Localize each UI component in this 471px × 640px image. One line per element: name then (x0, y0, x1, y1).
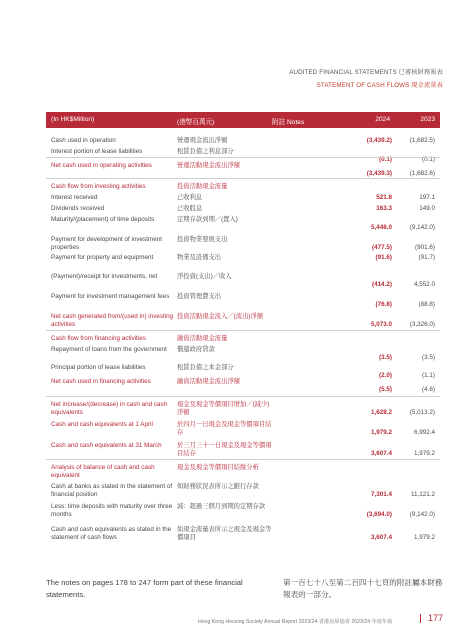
value-2023: (88.8) (418, 300, 435, 308)
row-label-chinese: 如現金流量表所示之現金及現金等價項目 (177, 526, 272, 541)
row-label-english: Cash used in operation (51, 137, 116, 144)
row-label-chinese: 定期存款到期／(置入) (177, 216, 238, 223)
row-label-english: Less: time deposits with maturity over three months (51, 503, 173, 518)
row-label-english: Interest received (51, 194, 98, 201)
section-header-cash-flows: STATEMENT OF CASH FLOWS 現金流量表 (316, 82, 443, 89)
value-2023: 1,979.2 (413, 449, 435, 457)
page-number: 177 (427, 613, 443, 623)
row-label-chinese: 現金及現金等價項目結餘分析 (177, 464, 259, 471)
section-header-audited: AUDITED FINANCIAL STATEMENTS 已審核財務報表 (289, 69, 443, 76)
column-header-label: (In HK$Million) (51, 116, 95, 123)
row-label-english: Maturity/(placement) of time deposits (51, 216, 155, 223)
row-label-chinese: 租賃負債之本金部分 (177, 364, 234, 371)
footnote-english: The notes on pages 178 to 247 form part of these financial statements. (46, 578, 243, 599)
row-label-chinese: 融資活動現金流量 (177, 335, 228, 342)
table-header (46, 112, 440, 128)
row-label-chinese: 租賃負債之利息部分 (177, 148, 234, 155)
row-label-english: Cash flow from investing activities (51, 183, 146, 190)
column-header-2023: 2023 (420, 116, 435, 123)
value-2023: 197.1 (419, 194, 435, 201)
section-divider (46, 157, 440, 158)
row-label-english: Net cash used in financing activities (51, 378, 151, 385)
row-label-chinese: 投資活動現金流入／(流出)淨額 (177, 313, 264, 320)
value-2024: (5.5) (379, 385, 392, 393)
row-label-chinese: 融資活動現金流出淨額 (177, 378, 240, 385)
row-label-english: Cash and cash equivalents as stated in the statement of cash flows (51, 526, 172, 541)
row-label-chinese: 物業及設備支出 (177, 254, 222, 261)
row-label-english: Net cash used in operating activities (51, 162, 152, 169)
value-2024: 1,979.2 (370, 428, 392, 436)
row-label-chinese: 已收股息 (177, 205, 203, 212)
row-label-chinese: 如財務狀況表所示之銀行存款 (177, 483, 259, 490)
value-2023: (3.5) (422, 353, 435, 361)
column-header-2024: 2024 (375, 116, 390, 123)
value-2023: 149.0 (419, 205, 435, 212)
value-2023: 4,552.0 (413, 280, 435, 288)
value-2024: (76.8) (375, 300, 392, 308)
section-divider (46, 178, 440, 179)
value-2024: (477.5) (372, 243, 392, 251)
row-label-english: Interest portion of lease liabilities (51, 148, 143, 155)
row-label-english: Payment for investment management fees (51, 293, 170, 300)
row-label-chinese: 已收利息 (177, 194, 203, 201)
row-label-chinese: 淨投資(支出)／收入 (177, 273, 232, 280)
value-2023: 6,992.4 (413, 428, 435, 436)
value-2024: 3,607.4 (370, 449, 392, 457)
value-2023: (3,326.0) (409, 320, 435, 328)
row-label-chinese: 投資活動現金流量 (177, 183, 228, 190)
row-label-chinese: 現金及現金等價項目增加／(減少)淨額 (177, 401, 270, 416)
value-2023: (1,682.5) (409, 137, 435, 144)
row-label-chinese: 於三月三十一日現金及現金等價項目結存 (177, 442, 272, 457)
row-label-english: Principal portion of lease liabilities (51, 364, 146, 371)
row-label-english: Payment for development of investment properties (51, 236, 162, 251)
value-2024: (0.1) (379, 155, 392, 163)
value-2024: (91.6) (375, 254, 392, 261)
table-body (46, 137, 440, 547)
row-label-english: (Payment)/receipt for investments, net (51, 273, 158, 280)
row-label-english: Cash and cash equivalents at 31 March (51, 442, 162, 449)
footer-divider (420, 614, 421, 623)
section-divider (46, 459, 440, 460)
footnote-chinese: 第一百七十八至第二百四十七頁的附註屬本財務報表的一部分。 (283, 578, 443, 599)
footer-report-title: Hong Kong Housing Society Annual Report 2023/24 香港房屋協會 2023/24 年度年報 (198, 619, 393, 625)
row-label-english: Payment for property and equipment (51, 254, 154, 261)
row-label-english: Cash flow from financing activities (51, 335, 146, 342)
value-2024: (2.0) (379, 371, 392, 379)
row-label-chinese: 營運活動現金流出淨額 (177, 162, 240, 169)
value-2023: (9,142.0) (409, 223, 435, 231)
section-divider (46, 396, 440, 397)
value-2024: 163.3 (376, 205, 392, 212)
row-label-english: Cash and cash equivalents at 1 April (51, 421, 153, 428)
value-2023: (1.1) (422, 371, 435, 379)
value-2024: 5,073.0 (370, 320, 392, 328)
value-2024: (3,439.3) (366, 169, 392, 177)
value-2023: (5,013.2) (409, 408, 435, 416)
value-2023: (901.6) (415, 243, 435, 251)
row-label-english: Cash at banks as stated in the statement of financial position (51, 483, 173, 498)
row-label-english: Dividends received (51, 205, 105, 212)
value-2023: (91.7) (418, 254, 435, 261)
value-2024: (3,694.0) (366, 510, 392, 518)
row-label-chinese: 投資管理費支出 (177, 293, 222, 300)
value-2024: 3,607.4 (370, 533, 392, 541)
section-divider (46, 330, 440, 331)
column-header-notes: 附註 Notes (272, 119, 305, 126)
row-label-english: Net increase/(decrease) in cash and cash equivalents (51, 401, 168, 416)
value-2023: 11,121.2 (410, 490, 435, 498)
row-label-english: Net cash generated from/(used in) investing activities (51, 313, 174, 328)
value-2024: (414.2) (372, 280, 392, 288)
value-2024: 1,628.2 (370, 408, 392, 416)
value-2024: 5,448.0 (370, 223, 392, 231)
value-2024: 521.8 (376, 194, 392, 201)
value-2024: (3.5) (379, 353, 392, 361)
cash-flow-table (46, 112, 440, 547)
row-label-chinese: 投資物業發展支出 (177, 236, 228, 243)
value-2024: 7,301.4 (370, 490, 392, 498)
row-label-chinese: 減：超過三個月到期的定期存款 (177, 503, 266, 510)
value-2024: (3,439.2) (366, 137, 392, 144)
row-label-chinese: 於四月一日現金及現金等價項目結存 (177, 421, 272, 436)
column-header-label-zh: (港幣百萬元) (177, 119, 215, 126)
row-label-english: Analysis of balance of cash and cash equivalent (51, 464, 155, 479)
row-label-english: Repayment of loans from the government (51, 346, 167, 353)
value-2023: (4.6) (422, 385, 435, 393)
row-label-chinese: 償還政府貸款 (177, 346, 215, 353)
value-2023: 1,979.2 (413, 533, 435, 541)
row-label-chinese: 營運現金流出淨額 (177, 137, 228, 144)
value-2023: (0.1) (422, 155, 435, 163)
value-2023: (9,142.0) (409, 510, 435, 518)
value-2023: (1,682.6) (409, 169, 435, 177)
